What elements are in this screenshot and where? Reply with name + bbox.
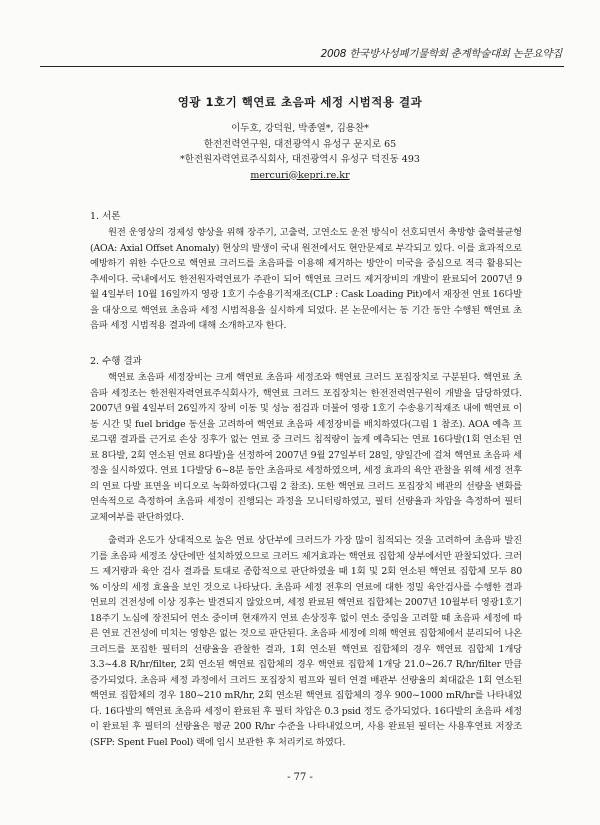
- author-names: 이두호, 강덕원, 박종열*, 김용찬*: [231, 123, 369, 134]
- running-head: 2008 한국방사성폐기물학회 춘계학술대회 논문요약집: [320, 48, 562, 60]
- page-number: - 77 -: [287, 772, 313, 783]
- section-heading-results: 2. 수행 결과: [90, 356, 142, 367]
- section-body-results: [90, 370, 522, 750]
- paragraph: 원전 운영상의 경제성 향상을 위해 장주기, 고출력, 고연소도 운전 방식이 선호되면서 축방향 출력불균형(AOA: Axial Offset Anomaly) 현상의 발생이 국내 원전에서도 현안문제로 부각되고 있다. 이를 효과적으로 예방하기 위한 수단으로 핵연료 크러드를 초음파를 이용해 제거하는 방안이 미국을 중심으로 적극 활용되는 추세이다. 국내에서도 한전원자력연료가 주관이 되어 핵연료 크러드 제거장비의 개발이 완료되어 2007년 9월 4일부터 10월 16일까지 영광 1호기 수송용기적재조(CLP : Cask Loading Pit)에서 재장전 연료 16다발을 대상으로 핵연료 초음파 세정 시범적용을 실시하게 되었다. 본 논문에서는 동 기간 동안 수행된 핵연료 초음파 세정 시범적용 결과에 대해 소개하고자 한다.: [90, 227, 522, 331]
- author-block: [0, 121, 600, 183]
- author-email[interactable]: mercuri@kepri.re.kr: [250, 169, 350, 181]
- paper-title: 영광 1호기 핵연료 초음파 세정 시범적용 결과: [177, 95, 423, 109]
- paragraph: 핵연료 초음파 세정장비는 크게 핵연료 초음파 세정조와 핵연료 크러드 포집장치로 구분된다. 핵연료 초음파 세정조는 한전원자력연료주식회사가, 핵연료 크러드 포집장치는 한전전력연구원이 개발을 담당하였다. 2007년 9월 4일부터 26일까지 장비 이동 및 성능 점검과 더불어 영광 1호기 수송용기적재조 내에 핵연료 이동 시간 및 fuel bridge 동선을 고려하여 핵연료 초음파 세정장비를 배치하였다(그림 1 참조). AOA 예측 프로그램 결과를 근거로 손상 징후가 없는 연료 중 크러드 침적량이 높게 예측되는 연료 16다발(1회 연소된 연료 8다발, 2회 연소된 연료 8다발)을 선정하여 2007년 9월 27일부터 28일, 양일간에 걸쳐 핵연료 초음파 세정을 실시하였다. 연료 1다발당 6~8분 동안 초음파로 세정하였으며, 세정 효과의 육안 관찰을 위해 세정 전후의 연료 다발 표면을 비디오로 녹화하였다(그림 2 참조). 또한 핵연료 크러드 포집장치 배관의 선량을 변화를 연속적으로 측정하여 초음파 세정이 진행되는 과정을 모니터링하였고, 필터 선량율과 차압을 측정하여 필터 교체여부를 판단하였다.: [90, 372, 522, 523]
- section-body-introduction: [90, 225, 522, 334]
- paragraph: 출력과 온도가 상대적으로 높은 연료 상단부에 크러드가 가장 많이 침적되는 것을 고려하여 초음파 발진기를 초음파 세정조 상단에만 설치하였으므로 크러드 제거효과는 핵연료 집합체 상부에서만 판찰되었다. 크러드 제거량과 육안 검사 결과를 토대로 종합적으로 판단하였을 때 1회 및 2회 연소된 핵연료 집합체 모두 80 % 이상의 세정 효율을 보인 것으로 나타났다. 초음파 세정 전후의 연료에 대한 정밀 육안검사를 수행한 결과 연료의 건전성에 이상 징후는 발견되지 않았으며, 세정 완료된 핵연료 집합체는 2007년 10월부터 영광1호기 18주기 노심에 장전되어 연소 중이며 현재까지 연료 손상징후 없이 연소 중임을 고려할 때 초음파 세정에 따른 연료 건전성에 미치는 영향은 없는 것으로 판단된다. 초음파 세정에 의해 핵연료 집합체에서 분리되어 나온 크러드를 포집한 필터의 선량율을 관찰한 결과, 1회 연소된 핵연료 집합체의 경우 핵연료 집합체 1개당 3.3~4.8 R/hr/filter, 2회 연소된 핵연료 집합체의 경우 핵연료 집합체 1개당 21.0~26.7 R/hr/filter 만큼 증가되었다. 초음파 세정 과정에서 크러드 포집장치 펌프와 필터 연결 배관부 선량율의 최대값은 1회 연소된 핵연료 집합체의 경우 180~210 mR/hr, 2회 연소된 핵연료 집합체의 경우 900~1000 mR/hr를 나타내었다. 16다발의 핵연료 초음파 세정이 완료된 후 필터 차압은 0.3 psid 정도 증가되었다. 16다발의 초음파 세정이 완료된 후 필터의 선량율은 평균 200 R/hr 수준을 나타내었으며, 사용 완료된 필터는 사용후연료 저장조(SFP: Spent Fuel Pool) 랙에 임시 보관한 후 처리키로 하였다.: [90, 535, 522, 748]
- affiliation-1: 한전전력연구원, 대전광역시 유성구 문지로 65: [203, 138, 397, 150]
- section-heading-introduction: 1. 서론: [90, 211, 121, 222]
- header-rule: [40, 66, 564, 67]
- affiliation-2: *한전원자력연료주식회사, 대전광역시 유성구 덕진동 493: [180, 154, 420, 165]
